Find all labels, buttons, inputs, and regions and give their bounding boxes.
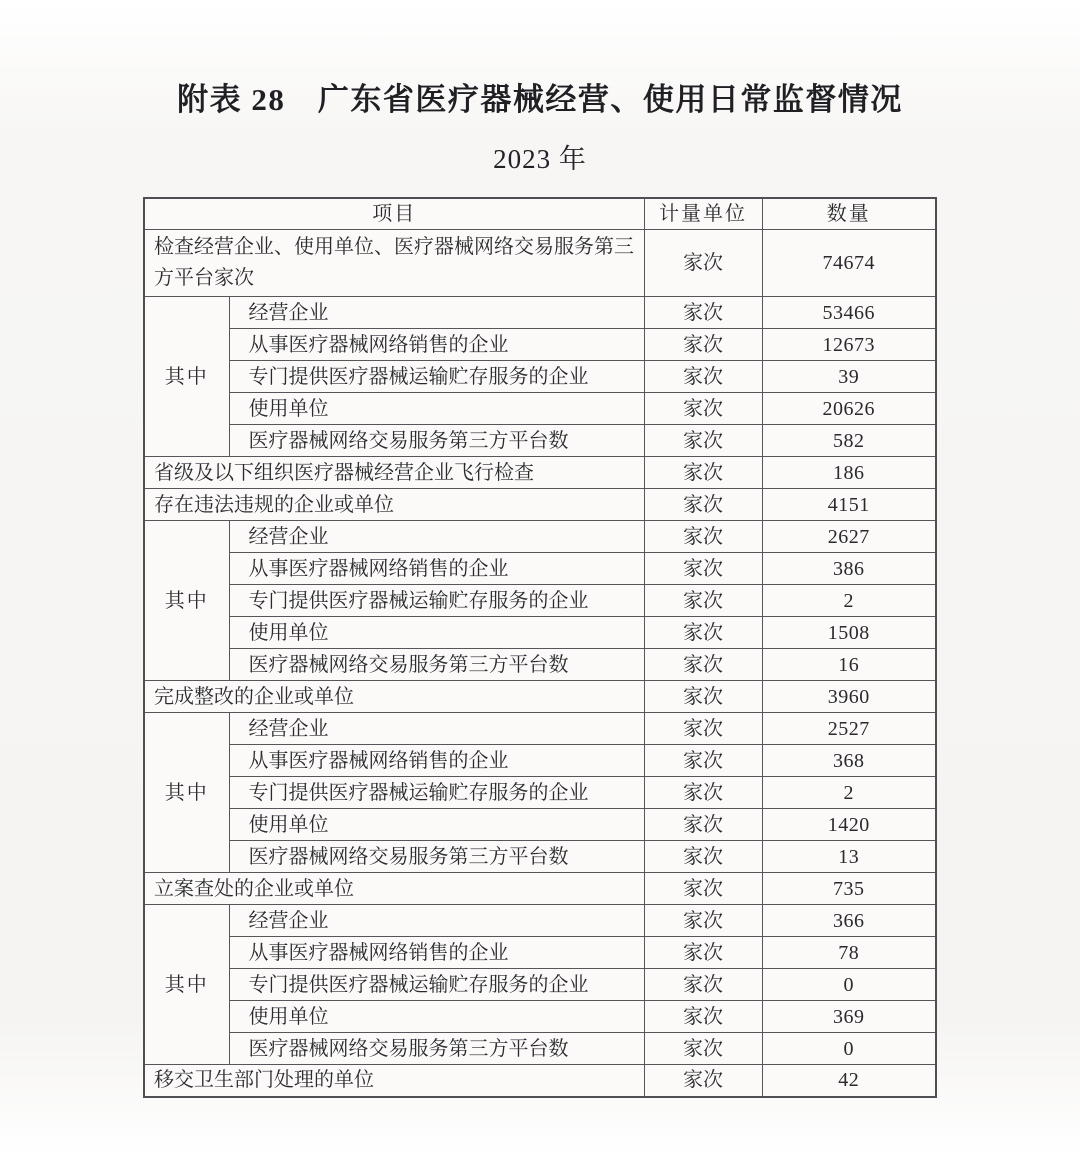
- table-row: [144, 457, 936, 489]
- sub-item-cell: 经营企业: [229, 521, 644, 553]
- unit-cell: 家次: [644, 521, 762, 553]
- unit-cell: 家次: [644, 393, 762, 425]
- unit-cell: 家次: [644, 230, 762, 297]
- value-cell: 13: [762, 841, 936, 873]
- unit-cell: 家次: [644, 457, 762, 489]
- sub-item-cell: 医疗器械网络交易服务第三方平台数: [229, 841, 644, 873]
- value-cell: 1420: [762, 809, 936, 841]
- unit-cell: 家次: [644, 905, 762, 937]
- value-cell: 16: [762, 649, 936, 681]
- value-cell: 186: [762, 457, 936, 489]
- group-label-cell: 其中: [144, 905, 229, 1065]
- unit-cell: 家次: [644, 777, 762, 809]
- table-row: [144, 1033, 936, 1065]
- unit-cell: 家次: [644, 841, 762, 873]
- value-cell: 78: [762, 937, 936, 969]
- unit-cell: 家次: [644, 649, 762, 681]
- sub-item-cell: 医疗器械网络交易服务第三方平台数: [229, 1033, 644, 1065]
- item-cell: 检查经营企业、使用单位、医疗器械网络交易服务第三方平台家次: [144, 230, 644, 297]
- value-cell: 1508: [762, 617, 936, 649]
- unit-cell: 家次: [644, 1001, 762, 1033]
- value-cell: 42: [762, 1065, 936, 1097]
- sub-item-cell: 从事医疗器械网络销售的企业: [229, 745, 644, 777]
- table-row: [144, 230, 936, 297]
- value-cell: 735: [762, 873, 936, 905]
- sub-item-cell: 经营企业: [229, 297, 644, 329]
- unit-cell: 家次: [644, 489, 762, 521]
- unit-cell: 家次: [644, 969, 762, 1001]
- column-header-unit: 计量单位: [644, 198, 762, 230]
- value-cell: 53466: [762, 297, 936, 329]
- value-cell: 369: [762, 1001, 936, 1033]
- unit-cell: 家次: [644, 809, 762, 841]
- unit-cell: 家次: [644, 617, 762, 649]
- value-cell: 2527: [762, 713, 936, 745]
- unit-cell: 家次: [644, 553, 762, 585]
- unit-cell: 家次: [644, 937, 762, 969]
- value-cell: 0: [762, 1033, 936, 1065]
- table-row: [144, 521, 936, 553]
- value-cell: 3960: [762, 681, 936, 713]
- value-cell: 582: [762, 425, 936, 457]
- table-row: [144, 681, 936, 713]
- sub-item-cell: 医疗器械网络交易服务第三方平台数: [229, 425, 644, 457]
- unit-cell: 家次: [644, 873, 762, 905]
- sub-item-cell: 使用单位: [229, 393, 644, 425]
- table-row: [144, 1001, 936, 1033]
- table-row: [144, 649, 936, 681]
- table-row: [144, 777, 936, 809]
- sub-item-cell: 医疗器械网络交易服务第三方平台数: [229, 649, 644, 681]
- column-header-quantity: 数量: [762, 198, 936, 230]
- value-cell: 12673: [762, 329, 936, 361]
- item-cell: 立案查处的企业或单位: [144, 873, 644, 905]
- table-row: [144, 425, 936, 457]
- sub-item-cell: 专门提供医疗器械运输贮存服务的企业: [229, 585, 644, 617]
- value-cell: 2: [762, 777, 936, 809]
- sub-item-cell: 使用单位: [229, 809, 644, 841]
- sub-item-cell: 专门提供医疗器械运输贮存服务的企业: [229, 969, 644, 1001]
- value-cell: 74674: [762, 230, 936, 297]
- item-cell: 完成整改的企业或单位: [144, 681, 644, 713]
- unit-cell: 家次: [644, 361, 762, 393]
- table-row: [144, 905, 936, 937]
- table-row: [144, 489, 936, 521]
- table-row: [144, 585, 936, 617]
- sub-item-cell: 经营企业: [229, 713, 644, 745]
- table-row: [144, 1065, 936, 1097]
- table-row: [144, 969, 936, 1001]
- table-row: [144, 873, 936, 905]
- unit-cell: 家次: [644, 681, 762, 713]
- page-title: 附表 28 广东省医疗器械经营、使用日常监督情况: [177, 82, 903, 117]
- value-cell: 368: [762, 745, 936, 777]
- unit-cell: 家次: [644, 713, 762, 745]
- item-cell: 移交卫生部门处理的单位: [144, 1065, 644, 1097]
- unit-cell: 家次: [644, 329, 762, 361]
- table-row: [144, 329, 936, 361]
- table-header-row: [144, 198, 936, 230]
- unit-cell: 家次: [644, 585, 762, 617]
- sub-item-cell: 专门提供医疗器械运输贮存服务的企业: [229, 361, 644, 393]
- sub-item-cell: 从事医疗器械网络销售的企业: [229, 937, 644, 969]
- value-cell: 39: [762, 361, 936, 393]
- table-row: [144, 937, 936, 969]
- sub-item-cell: 使用单位: [229, 1001, 644, 1033]
- table-row: [144, 745, 936, 777]
- unit-cell: 家次: [644, 745, 762, 777]
- table-row: [144, 553, 936, 585]
- value-cell: 2: [762, 585, 936, 617]
- table-body: [144, 230, 936, 1097]
- value-cell: 0: [762, 969, 936, 1001]
- sub-item-cell: 经营企业: [229, 905, 644, 937]
- table-row: [144, 841, 936, 873]
- table-row: [144, 809, 936, 841]
- table-row: [144, 393, 936, 425]
- table-row: [144, 361, 936, 393]
- column-header-item: 项目: [144, 198, 644, 230]
- unit-cell: 家次: [644, 297, 762, 329]
- value-cell: 4151: [762, 489, 936, 521]
- group-label-cell: 其中: [144, 713, 229, 873]
- supervision-table: [143, 197, 937, 1098]
- table-row: [144, 297, 936, 329]
- group-label-cell: 其中: [144, 521, 229, 681]
- table-row: [144, 617, 936, 649]
- value-cell: 20626: [762, 393, 936, 425]
- unit-cell: 家次: [644, 425, 762, 457]
- page-subtitle: 2023 年: [493, 144, 587, 174]
- item-cell: 存在违法违规的企业或单位: [144, 489, 644, 521]
- sub-item-cell: 从事医疗器械网络销售的企业: [229, 329, 644, 361]
- sub-item-cell: 从事医疗器械网络销售的企业: [229, 553, 644, 585]
- value-cell: 386: [762, 553, 936, 585]
- sub-item-cell: 专门提供医疗器械运输贮存服务的企业: [229, 777, 644, 809]
- value-cell: 366: [762, 905, 936, 937]
- group-label-cell: 其中: [144, 297, 229, 457]
- unit-cell: 家次: [644, 1033, 762, 1065]
- value-cell: 2627: [762, 521, 936, 553]
- table-row: [144, 713, 936, 745]
- sub-item-cell: 使用单位: [229, 617, 644, 649]
- unit-cell: 家次: [644, 1065, 762, 1097]
- item-cell: 省级及以下组织医疗器械经营企业飞行检查: [144, 457, 644, 489]
